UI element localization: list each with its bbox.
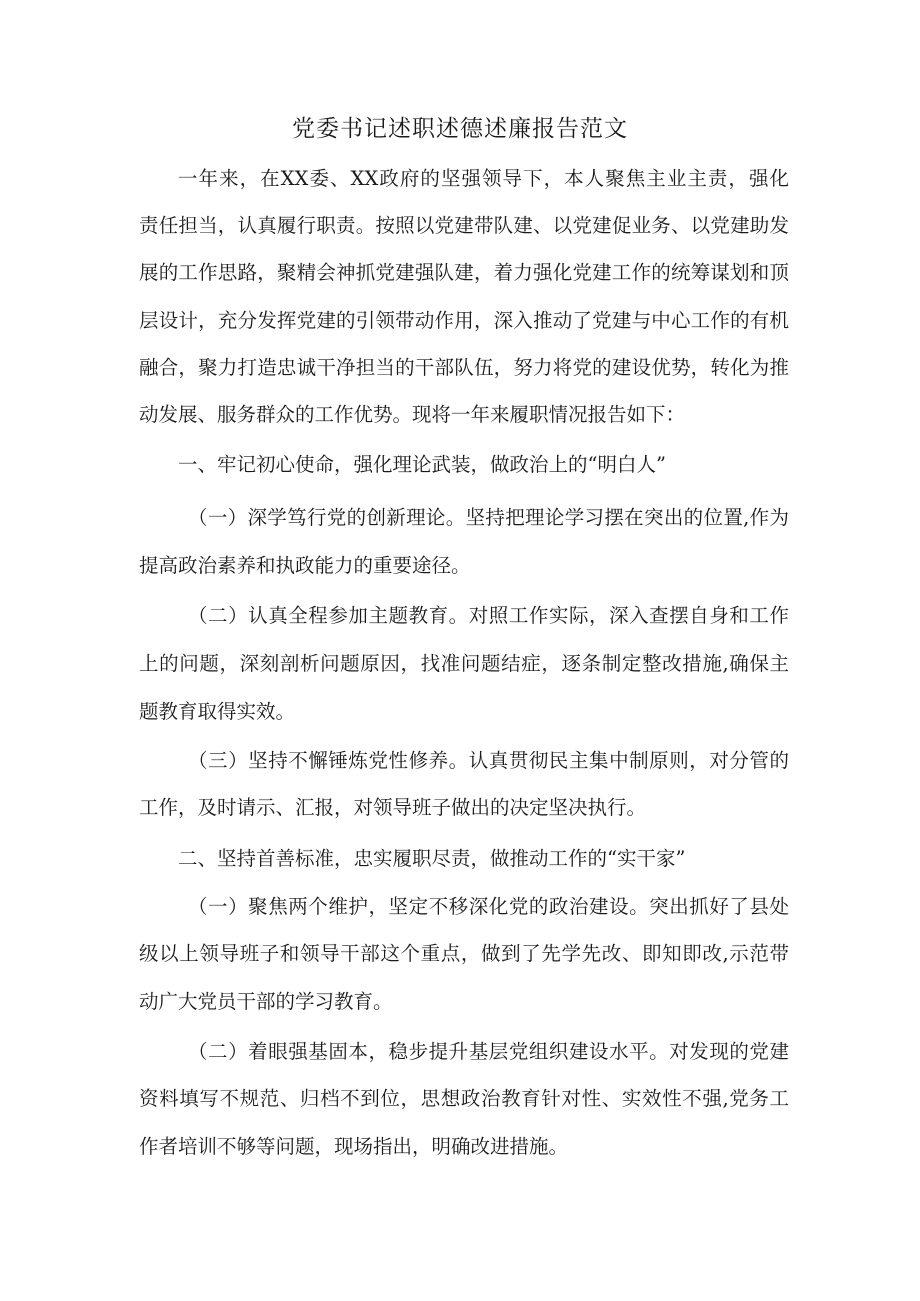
- paragraph-line: （一）深学笃行党的创新理论。坚持把理论学习摆在突出的位置,作为: [188, 506, 789, 529]
- paragraph-line: （一）聚焦两个维护，坚定不移深化党的政治建设。突出抓好了县处: [188, 895, 789, 918]
- section-heading: 二、坚持首善标准，忠实履职尽责，做推动工作的“实干家”: [178, 847, 686, 870]
- intro-line: 一年来，在XX委、XX政府的坚强领导下，本人聚焦主业主责，强化: [178, 167, 789, 190]
- intro-line: 责任担当，认真履行职责。按照以党建带队建、以党建促业务、以党建助发: [139, 214, 789, 237]
- paragraph-line: （二）认真全程参加主题教育。对照工作实际，深入查摆自身和工作: [188, 604, 789, 627]
- paragraph-line: 提高政治素养和执政能力的重要途径。: [139, 554, 471, 577]
- section-heading: 一、牢记初心使命，强化理论武装，做政治上的“明白人”: [178, 453, 666, 476]
- paragraph-line: 上的问题，深刻剖析问题原因，找准问题结症，逐条制定整改措施,确保主: [139, 652, 789, 675]
- intro-line: 层设计，充分发挥党建的引领带动作用，深入推动了党建与中心工作的有机: [139, 309, 789, 332]
- intro-line: 展的工作思路，聚精会神抓党建强队建，着力强化党建工作的统筹谋划和顶: [139, 261, 789, 284]
- paragraph-line: 资料填写不规范、归档不到位，思想政治教育针对性、实效性不强,党务工: [139, 1087, 789, 1110]
- paragraph-line: 工作，及时请示、汇报，对领导班子做出的决定坚决执行。: [139, 796, 647, 819]
- intro-line: 动发展、服务群众的工作优势。现将一年来履职情况报告如下：: [139, 403, 686, 426]
- document-title: 党委书记述职述德述廉报告范文: [292, 116, 628, 142]
- paragraph-line: 作者培训不够等问题，现场指出，明确改进措施。: [139, 1135, 569, 1158]
- paragraph-line: （三）坚持不懈锤炼党性修养。认真贯彻民主集中制原则，对分管的: [188, 749, 789, 772]
- intro-line: 融合，聚力打造忠诚干净担当的干部队伍，努力将党的建设优势，转化为推: [139, 356, 789, 379]
- paragraph-line: 动广大党员干部的学习教育。: [139, 990, 393, 1013]
- paragraph-line: 题教育取得实效。: [139, 700, 296, 723]
- paragraph-line: （二）着眼强基固本，稳步提升基层党组织建设水平。对发现的党建: [188, 1040, 789, 1063]
- paragraph-line: 级以上领导班子和领导干部这个重点，做到了先学先改、即知即改,示范带: [139, 942, 789, 965]
